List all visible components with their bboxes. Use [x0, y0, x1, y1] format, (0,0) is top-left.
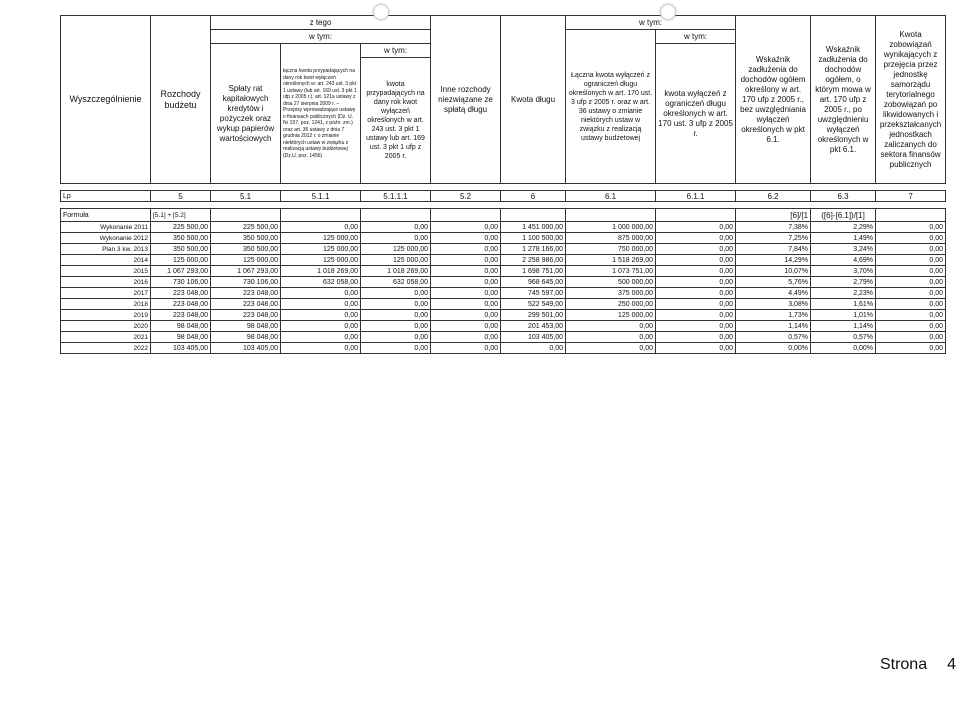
table-cell: 225 500,00 — [151, 222, 211, 233]
table-cell: 750 000,00 — [566, 244, 656, 255]
table-row — [61, 277, 946, 288]
table-cell: 1 278 166,00 — [501, 244, 566, 255]
table-cell: 0,00 — [876, 266, 946, 277]
row-label: 2014 — [61, 255, 151, 266]
lp-cell: 7 — [876, 191, 946, 202]
table-row — [61, 255, 946, 266]
table-cell: 0,00 — [566, 332, 656, 343]
table-cell: 0,00 — [431, 222, 501, 233]
table-cell: 500 000,00 — [566, 277, 656, 288]
table-cell: 1 100 500,00 — [501, 233, 566, 244]
table-cell: 223 048,00 — [211, 299, 281, 310]
table-cell: 0,00 — [656, 244, 736, 255]
table-cell: 1,73% — [736, 310, 811, 321]
table-cell: 0,00 — [876, 222, 946, 233]
table-cell: 0,00 — [431, 244, 501, 255]
table-cell: 125 000,00 — [211, 255, 281, 266]
formula-cell — [656, 209, 736, 222]
table-cell: 299 501,00 — [501, 310, 566, 321]
header-rozchody: Rozchody budżetu — [151, 16, 211, 184]
table-cell: 0,00 — [281, 310, 361, 321]
table-cell: 0,00 — [656, 233, 736, 244]
table-cell: 125 000,00 — [281, 255, 361, 266]
header-kwota-przyp: kwota przypadających na dany rok kwot wyłączeń określonych w art. 243 ust. 3 pkt 1 ustawy lub art. 169 ust. 3 pkt 1 ufp z 2005 r. — [361, 58, 431, 184]
table-cell: 0,00 — [656, 255, 736, 266]
table-cell: 0,00 — [431, 321, 501, 332]
table-row — [61, 288, 946, 299]
lp-cell: 5.2 — [431, 191, 501, 202]
header-wyszczegolnienie: Wyszczególnienie — [61, 16, 151, 184]
row-label: 2022 — [61, 343, 151, 354]
header-laczna-wylaczen: Łączna kwota wyłączeń z ograniczeń długu określonych w art. 170 ust. 3 ufp z 2005 r. oraz w art. 36 ustawy o zmianie niektórych ustaw w związku z realizacją ustawy budżetowej — [566, 30, 656, 184]
table-header — [61, 16, 946, 191]
table-cell: 1 698 751,00 — [501, 266, 566, 277]
table-row — [61, 332, 946, 343]
table-cell: 350 500,00 — [151, 233, 211, 244]
table-row — [61, 299, 946, 310]
header-z-tego: z tego — [211, 16, 431, 30]
table-cell: 1,14% — [736, 321, 811, 332]
formula-cell: [5.1] + [5.2] — [151, 209, 211, 222]
row-spacer — [61, 202, 946, 209]
table-cell: 103 405,00 — [211, 343, 281, 354]
debt-forecast-table — [60, 15, 946, 354]
table-cell: 0,00 — [361, 299, 431, 310]
table-cell: 0,57% — [736, 332, 811, 343]
table-cell: 0,00 — [361, 332, 431, 343]
formula-cell — [431, 209, 501, 222]
table-cell: 0,00 — [876, 343, 946, 354]
table-row — [61, 222, 946, 233]
header-w-tym-debt: w tym: — [566, 16, 736, 30]
table-cell: 0,00 — [361, 288, 431, 299]
lp-cell: 5.1.1 — [281, 191, 361, 202]
table-cell: 0,00 — [431, 299, 501, 310]
row-label: 2020 — [61, 321, 151, 332]
table-cell: 0,00 — [431, 288, 501, 299]
table-cell: 0,00 — [501, 343, 566, 354]
table-cell: 730 106,00 — [151, 277, 211, 288]
table-cell: 4,49% — [736, 288, 811, 299]
table-cell: 0,00 — [876, 321, 946, 332]
table-cell: 125 000,00 — [566, 310, 656, 321]
table-cell: 0,00 — [876, 288, 946, 299]
page-label: Strona — [879, 656, 928, 673]
header-inne-rozchody: Inne rozchody niezwiązane ze spłatą długu — [431, 16, 501, 184]
table-cell: 223 048,00 — [211, 310, 281, 321]
lp-cell: 6.1 — [566, 191, 656, 202]
table-cell: 98 048,00 — [151, 321, 211, 332]
table-cell: 730 106,00 — [211, 277, 281, 288]
table-cell: 1 000 000,00 — [566, 222, 656, 233]
lp-cell: 6.3 — [811, 191, 876, 202]
formula-row — [61, 209, 946, 222]
header-w-tym-repayment: w tym: — [211, 30, 431, 44]
header-w-tym-exclusion: w tym: — [656, 30, 736, 44]
formula-cell — [281, 209, 361, 222]
table-cell: 223 048,00 — [151, 310, 211, 321]
table-cell: 1,61% — [811, 299, 876, 310]
table-cell: 0,00 — [656, 222, 736, 233]
table-cell: 0,00 — [566, 321, 656, 332]
table-cell: 14,29% — [736, 255, 811, 266]
row-label: 2018 — [61, 299, 151, 310]
header-w-tym-amount: w tym: — [361, 44, 431, 58]
formula-cell: ([6]-[6.1])/[1] — [811, 209, 876, 222]
table-cell: 0,00 — [431, 277, 501, 288]
table-cell: 0,00 — [656, 266, 736, 277]
table-cell: 7,25% — [736, 233, 811, 244]
table-cell: 0,00 — [876, 299, 946, 310]
table-cell: 0,00 — [431, 310, 501, 321]
table-cell: 0,00 — [281, 288, 361, 299]
table-cell: 3,24% — [811, 244, 876, 255]
header-wskaznik-6-3: Wskaźnik zadłużenia do dochodów ogółem, o którym mowa w art. 170 ufp z 2005 r., po uwzględnieniu wyłączeń określonych w pkt 6.1. — [811, 16, 876, 184]
table-cell: 745 597,00 — [501, 288, 566, 299]
table-cell: 2,29% — [811, 222, 876, 233]
table-cell: 5,76% — [736, 277, 811, 288]
row-label: 2021 — [61, 332, 151, 343]
table-cell: 1 018 269,00 — [361, 266, 431, 277]
table-cell: 0,00 — [281, 332, 361, 343]
table-cell: 2,79% — [811, 277, 876, 288]
table-cell: 0,00 — [281, 299, 361, 310]
table-cell: 2,23% — [811, 288, 876, 299]
formula-cell — [501, 209, 566, 222]
table-cell: 0,00 — [361, 321, 431, 332]
header-laczna-kwota: łączna kwota przypadających na dany rok kwot wyłączeń określonych w: art. 243 ust. 3 pkt 1 ustawy (lub art. 169 ust. 3 pkt 1 ufp z 2005 r.), art. 121a ustawy z dnia 27 sierpnia 2009 r. – Przepisy wprowadzające ustawę o finansach publicznych (Dz. U. Nr 157, poz. 1241, z późn. zm.) oraz art. 36 ustawy z dnia 7 grudnia 2012 r. o zmianie niektórych ustaw w związku z realizacją ustawy budżetowej (Dz.U. poz. 1456) — [281, 44, 361, 184]
table-cell: 0,00 — [876, 233, 946, 244]
table-cell: 0,00 — [431, 343, 501, 354]
table-cell: 632 058,00 — [281, 277, 361, 288]
table-cell: 0,00 — [876, 310, 946, 321]
table-cell: 1 518 269,00 — [566, 255, 656, 266]
row-label: 2016 — [61, 277, 151, 288]
table-cell: 0,00 — [656, 332, 736, 343]
row-label: 2017 — [61, 288, 151, 299]
table-cell: 223 048,00 — [151, 288, 211, 299]
table-cell: 350 500,00 — [211, 244, 281, 255]
table-cell: 1,01% — [811, 310, 876, 321]
table-cell: 98 048,00 — [151, 332, 211, 343]
formula-cell — [876, 209, 946, 222]
table-cell: 7,84% — [736, 244, 811, 255]
table-cell: 1 073 751,00 — [566, 266, 656, 277]
formula-cell — [211, 209, 281, 222]
header-kwota-dlugu: Kwota długu — [501, 16, 566, 184]
formula-label: Formuła — [61, 209, 151, 222]
table-cell: 125 000,00 — [281, 233, 361, 244]
lp-cell: 6.1.1 — [656, 191, 736, 202]
table-cell: 4,69% — [811, 255, 876, 266]
lp-row — [61, 191, 946, 202]
table-cell: 0,00 — [656, 343, 736, 354]
table-cell: 223 048,00 — [211, 288, 281, 299]
formula-cell — [566, 209, 656, 222]
table-cell: 125 000,00 — [361, 244, 431, 255]
table-cell: 0,00 — [566, 343, 656, 354]
table-cell: 0,00 — [361, 343, 431, 354]
table-cell: 350 500,00 — [211, 233, 281, 244]
data-rows — [61, 222, 946, 354]
lp-label: Lp — [61, 191, 151, 202]
lp-row-group — [61, 191, 946, 222]
table-cell: 0,00 — [431, 332, 501, 343]
row-label: Wykonanie 2011 — [61, 222, 151, 233]
table-cell: 2 258 986,00 — [501, 255, 566, 266]
row-label: 2015 — [61, 266, 151, 277]
table-row — [61, 244, 946, 255]
table-cell: 1 451 000,00 — [501, 222, 566, 233]
table-cell: 350 500,00 — [151, 244, 211, 255]
table-cell: 3,70% — [811, 266, 876, 277]
table-cell: 125 000,00 — [361, 255, 431, 266]
table-cell: 375 000,00 — [566, 288, 656, 299]
table-cell: 0,00 — [876, 332, 946, 343]
row-label: Wykonanie 2012 — [61, 233, 151, 244]
table-cell: 0,00 — [431, 255, 501, 266]
table-cell: 0,00 — [361, 233, 431, 244]
table-cell: 98 048,00 — [211, 332, 281, 343]
table-cell: 0,00% — [811, 343, 876, 354]
table-cell: 223 048,00 — [151, 299, 211, 310]
table-cell: 522 549,00 — [501, 299, 566, 310]
header-kwota-wylaczen: kwota wyłączeń z ograniczeń długu określonych w art. 170 ust. 3 ufp z 2005 r. — [656, 44, 736, 184]
table-cell: 968 645,00 — [501, 277, 566, 288]
table-cell: 0,00 — [656, 288, 736, 299]
table-cell: 201 453,00 — [501, 321, 566, 332]
formula-cell: [6]/[1 — [736, 209, 811, 222]
formula-cell — [361, 209, 431, 222]
table-cell: 103 405,00 — [501, 332, 566, 343]
table-cell: 0,00 — [281, 343, 361, 354]
table-cell: 1 018 269,00 — [281, 266, 361, 277]
header-wskaznik-6-2: Wskaźnik zadłużenia do dochodów ogółem określony w art. 170 ufp z 2005 r., bez uwzględniania wyłączeń określonych w pkt 6.1. — [736, 16, 811, 184]
lp-cell: 6 — [501, 191, 566, 202]
table-row — [61, 310, 946, 321]
table-cell: 125 000,00 — [151, 255, 211, 266]
header-spacer — [61, 184, 946, 191]
table-cell: 250 000,00 — [566, 299, 656, 310]
table-cell: 225 500,00 — [211, 222, 281, 233]
punch-hole-icon — [660, 4, 676, 20]
table-cell: 10,07% — [736, 266, 811, 277]
lp-cell: 5.1 — [211, 191, 281, 202]
table-cell: 875 000,00 — [566, 233, 656, 244]
table-cell: 98 048,00 — [211, 321, 281, 332]
table-cell: 1,14% — [811, 321, 876, 332]
table-cell: 0,00 — [876, 277, 946, 288]
page-number: 4 — [947, 656, 956, 673]
header-splaty: Spłaty rat kapitałowych kredytów i pożyczek oraz wykup papierów wartościowych — [211, 44, 281, 184]
table-cell: 0,00 — [361, 310, 431, 321]
table-cell: 1,49% — [811, 233, 876, 244]
table-cell: 0,00 — [656, 299, 736, 310]
table-cell: 0,00 — [656, 321, 736, 332]
table-cell: 0,00 — [281, 222, 361, 233]
punch-hole-icon — [373, 4, 389, 20]
table-cell: 0,00 — [876, 244, 946, 255]
lp-cell: 5.1.1.1 — [361, 191, 431, 202]
row-label: Plan 3 kw. 2013 — [61, 244, 151, 255]
lp-cell: 5 — [151, 191, 211, 202]
table-cell: 0,00% — [736, 343, 811, 354]
lp-cell: 6.2 — [736, 191, 811, 202]
table-cell: 1 067 293,00 — [151, 266, 211, 277]
table-cell: 0,00 — [431, 266, 501, 277]
table-cell: 0,00 — [656, 310, 736, 321]
table-cell: 0,00 — [431, 233, 501, 244]
table-cell: 3,08% — [736, 299, 811, 310]
table-row — [61, 233, 946, 244]
table-cell: 0,57% — [811, 332, 876, 343]
page-footer — [860, 656, 956, 674]
table-cell: 0,00 — [281, 321, 361, 332]
table-cell: 632 058,00 — [361, 277, 431, 288]
table-row — [61, 321, 946, 332]
table-cell: 103 405,00 — [151, 343, 211, 354]
table-row — [61, 266, 946, 277]
table-row — [61, 343, 946, 354]
row-label: 2019 — [61, 310, 151, 321]
table-cell: 0,00 — [361, 222, 431, 233]
table-cell: 7,38% — [736, 222, 811, 233]
table-cell: 125 000,00 — [281, 244, 361, 255]
header-kwota-zobowiazan: Kwota zobowiązań wynikających z przejęcia przez jednostkę samorządu terytorialnego zobowiązań po likwidowanych i przekształcanych jednostkach zaliczanych do sektora finansów publicznych — [876, 16, 946, 184]
table-cell: 1 067 293,00 — [211, 266, 281, 277]
table-cell: 0,00 — [656, 277, 736, 288]
table-cell: 0,00 — [876, 255, 946, 266]
